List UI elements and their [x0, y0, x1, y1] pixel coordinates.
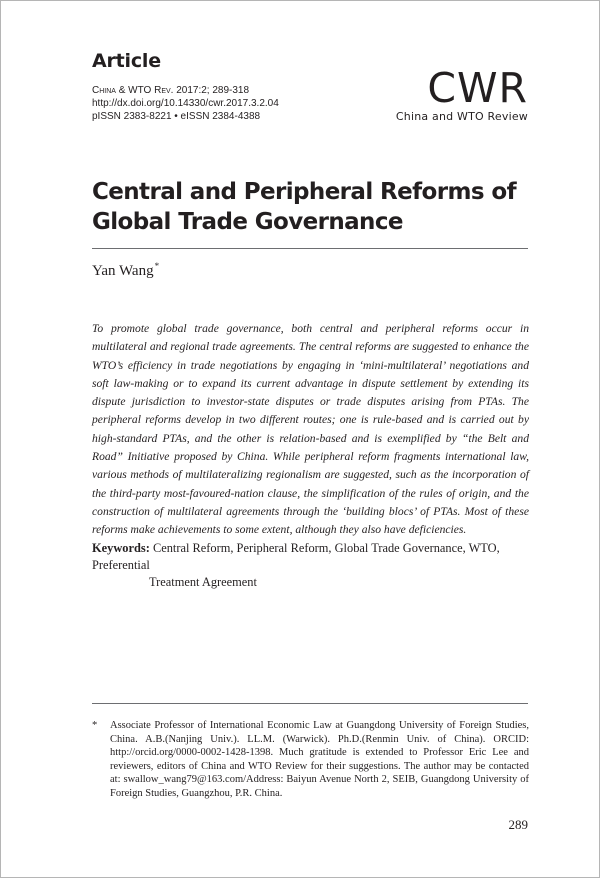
- author-line: [92, 261, 159, 280]
- footnote-mark: *: [92, 720, 98, 731]
- doi-link[interactable]: http://dx.doi.org/10.14330/cwr.2017.3.2.04: [92, 98, 279, 109]
- logo-subtitle: China and WTO Review: [395, 110, 528, 123]
- author-footnote-mark[interactable]: *: [154, 261, 160, 271]
- journal-citation: China & WTO Rev. 2017:2; 289-318: [92, 85, 250, 96]
- page-number: 289: [508, 817, 528, 832]
- paper-title: Central and Peripheral Reforms of Global Trade Governance: [92, 179, 516, 235]
- footnote-divider: [92, 703, 528, 704]
- keywords: [92, 540, 529, 591]
- abstract: To promote global trade governance, both central and peripheral reforms occur in multilateral and regional trade agreements. The central reforms are suggested to enhance the WTO’s efficiency in trade negotiations by engaging in ‘mini-multilateral’ negotiations and soft law-making or to expand its current advantage in dispute settlement by extending its dispute jurisdiction to investor-state disputes or trade disputes arising from PTAs. The peripheral reforms develop in two different routes; one is rule-based and is carried out by high-standard PTAs, and the other is relation-based and is exemplified by “the Belt and Road” Initiative proposed by China. While peripheral reform fragments international law, various methods of multilateralizing regionalism are suggested, such as the incorporation of the third-party most-favoured-nation clause, the simplification of the rules of origin, and the construction of multilateral agreements through the ‘building blocs’ of PTAs. Most of these reforms make achievements to some extent, although they also have deficiencies.: [92, 322, 529, 537]
- section-label: Article: [92, 50, 161, 72]
- keywords-label: Keywords:: [92, 541, 150, 555]
- logo-mark: CWR: [427, 64, 528, 112]
- journal-meta: [92, 84, 279, 123]
- author-name: Yan Wang: [92, 263, 154, 279]
- keywords-line-2: Treatment Agreement: [149, 575, 257, 589]
- keywords-line-1: Central Reform, Peripheral Reform, Global Trade Governance, WTO, Preferential: [92, 541, 500, 572]
- footnote: [92, 719, 529, 801]
- footnote-text: Associate Professor of International Economic Law at Guangdong University of Foreign Studies, China. A.B.(Nanjing Univ.). LL.M. (Warwick). Ph.D.(Renmin Univ. of China). ORCID: http://orcid.org/0000-0002-1428-1398. Much gratitude is extended to Professor Eric Lee and reviewers, editors of China and WTO Review for their suggestions. The author may be contacted at: swallow_wang79@163.com/Address: Baiyun Avenue North 2, SEIB, Guangdong University of Foreign Studies, Guangzhou, P.R. China.: [110, 720, 529, 799]
- issn-line: pISSN 2383-8221 • eISSN 2384-4388: [92, 111, 261, 122]
- journal-logo: [395, 64, 528, 123]
- title-divider: [92, 248, 528, 249]
